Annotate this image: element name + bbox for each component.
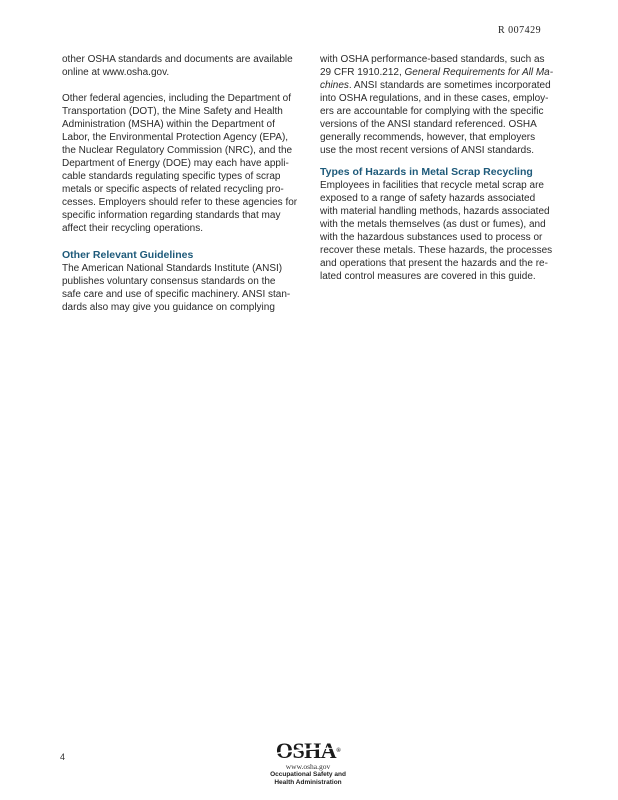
- text-line: recover these metals. These hazards, the processes: [320, 245, 553, 256]
- text-line: with the metals themselves (as dust or fumes), and: [320, 219, 546, 230]
- text-line: The American National Standards Institute (ANSI): [62, 263, 283, 274]
- standard-title-italic: chines: [320, 80, 349, 91]
- text-span: . ANSI standards are sometimes incorporated: [348, 80, 551, 91]
- text-line: Administration (MSHA) within the Department of: [62, 119, 275, 130]
- text-line: with material handling methods, hazards associated: [320, 206, 550, 217]
- text-line: Transportation (DOT), the Mine Safety and Health: [62, 106, 283, 117]
- text-line: versions of the ANSI standard referenced. OSHA: [320, 119, 537, 130]
- text-line: metals or specific aspects of related recycling pro-: [62, 184, 284, 195]
- cfr-citation: 29 CFR 1910.212,: [320, 67, 405, 78]
- bates-number: R 007429: [498, 25, 542, 36]
- text-line: cesses. Employers should refer to these agencies for: [62, 197, 298, 208]
- text-line: other OSHA standards and documents are available: [62, 54, 293, 65]
- agency-name-line1: Occupational Safety and: [270, 771, 346, 778]
- text-line: lated control measures are covered in this guide.: [320, 271, 536, 282]
- text-line: generally recommends, however, that employers: [320, 132, 536, 143]
- text-line: the Nuclear Regulatory Commission (NRC), and the: [62, 145, 293, 156]
- text-line: publishes voluntary consensus standards on the: [62, 276, 276, 287]
- text-line: with OSHA performance-based standards, such as: [320, 54, 545, 65]
- text-line: dards also may give you guidance on complying: [62, 302, 275, 313]
- left-column: [62, 53, 306, 314]
- text-line: exposed to a range of safety hazards associated: [320, 193, 536, 204]
- text-line: Department of Energy (DOE) may each have appli-: [62, 158, 289, 169]
- osha-logo: [258, 740, 358, 787]
- page-number: 4: [60, 752, 66, 762]
- text-line: and operations that present the hazards and the re-: [320, 258, 548, 269]
- text-line: Employees in facilities that recycle metal scrap are: [320, 180, 544, 191]
- text-line: online at www.osha.gov.: [62, 67, 170, 78]
- osha-wordmark: OSHA®: [258, 740, 358, 762]
- text-line: [320, 79, 564, 92]
- agency-name-line2: Health Administration: [274, 779, 342, 786]
- text-line: Labor, the Environmental Protection Agency (EPA),: [62, 132, 289, 143]
- text-line: into OSHA regulations, and in these cases, employ-: [320, 93, 549, 104]
- standard-title-italic: General Requirements for All Ma-: [404, 67, 554, 78]
- text-line: use the most recent versions of ANSI standards.: [320, 145, 534, 156]
- section-heading-other-guidelines: Other Relevant Guidelines: [62, 249, 194, 261]
- text-line: with the hazardous substances used to process or: [320, 232, 543, 243]
- osha-url: www.osha.gov: [285, 762, 331, 771]
- text-line: specific information regarding standards that may: [62, 210, 281, 221]
- section-heading-types-of-hazards: Types of Hazards in Metal Scrap Recycling: [320, 166, 533, 178]
- text-line: cable standards regulating specific types of scrap: [62, 171, 281, 182]
- text-line: [320, 66, 564, 79]
- text-line: safe care and use of specific machinery. ANSI stan-: [62, 289, 291, 300]
- text-line: affect their recycling operations.: [62, 223, 204, 234]
- text-line: ers are accountable for complying with the specific: [320, 106, 544, 117]
- text-line: Other federal agencies, including the Department of: [62, 93, 292, 104]
- right-column: [320, 53, 564, 283]
